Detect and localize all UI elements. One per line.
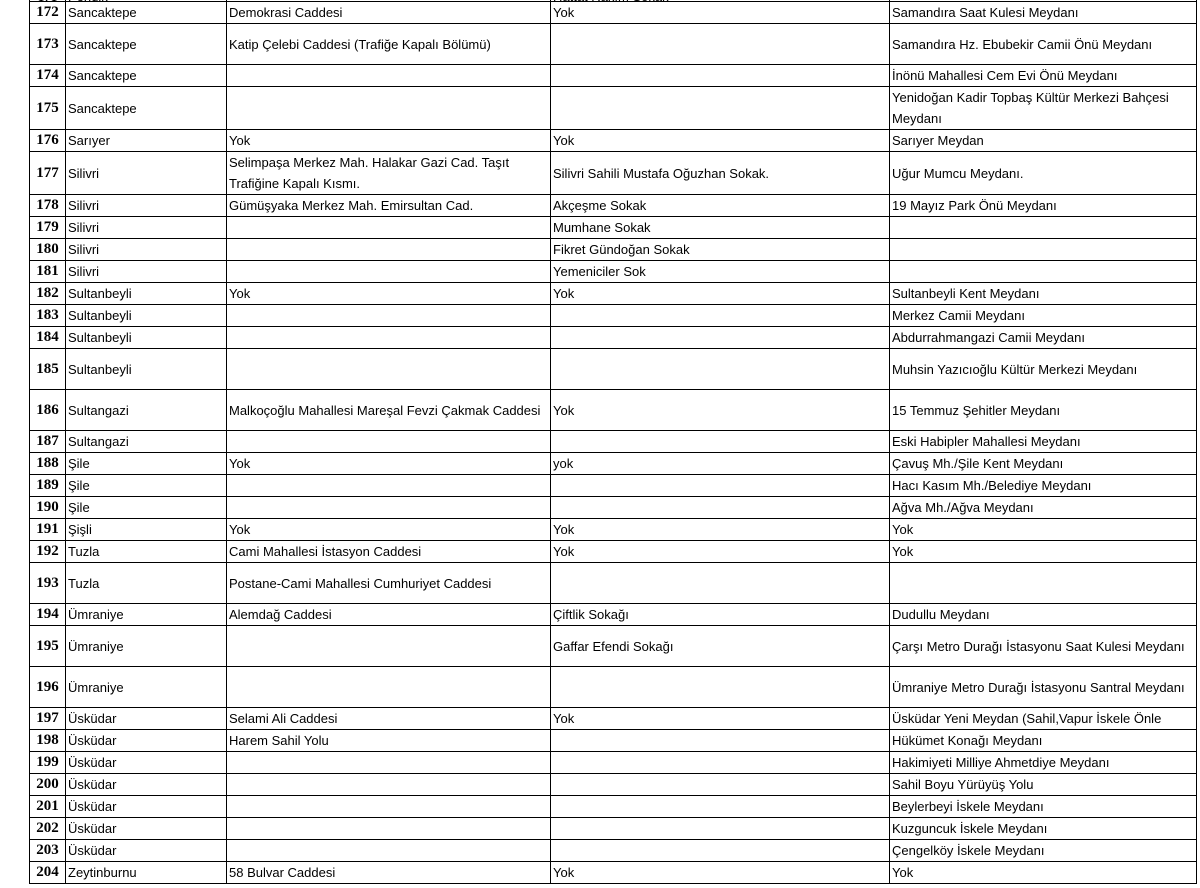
walk-cell: Yok (551, 708, 890, 730)
district-cell: Üsküdar (66, 840, 227, 862)
square-cell: 19 Mayız Park Önü Meydanı (890, 195, 1197, 217)
walk-cell (551, 497, 890, 519)
district-cell: Tuzla (66, 541, 227, 563)
table-row (30, 239, 1197, 261)
square-cell (890, 261, 1197, 283)
street-cell (227, 65, 551, 87)
table-row (30, 130, 1197, 152)
table-row (30, 390, 1197, 431)
walk-cell (551, 667, 890, 708)
row-number: 199 (30, 752, 66, 774)
square-cell: Çavuş Mh./Şile Kent Meydanı (890, 453, 1197, 475)
street-cell: 58 Bulvar Caddesi (227, 862, 551, 884)
table-row (30, 862, 1197, 884)
square-cell: Samandıra Hz. Ebubekir Camii Önü Meydanı (890, 24, 1197, 65)
row-number: 203 (30, 840, 66, 862)
walk-cell: Çiftlik Sokağı (551, 604, 890, 626)
row-number: 178 (30, 195, 66, 217)
district-cell: Ümraniye (66, 604, 227, 626)
square-cell: İnönü Mahallesi Cem Evi Önü Meydanı (890, 65, 1197, 87)
square-cell: Sultanbeyli Kent Meydanı (890, 283, 1197, 305)
row-number: 181 (30, 261, 66, 283)
square-cell: Samandıra Saat Kulesi Meydanı (890, 2, 1197, 24)
district-cell: Şile (66, 453, 227, 475)
walk-cell: Yok (551, 519, 890, 541)
square-cell: Sahil Boyu Yürüyüş Yolu (890, 774, 1197, 796)
street-cell: Alemdağ Caddesi (227, 604, 551, 626)
row-number: 184 (30, 327, 66, 349)
walk-cell (551, 752, 890, 774)
street-cell (227, 840, 551, 862)
street-cell (227, 431, 551, 453)
walk-cell (551, 730, 890, 752)
district-cell: Üsküdar (66, 774, 227, 796)
street-cell (227, 87, 551, 130)
table-row (30, 431, 1197, 453)
district-cell: Sarıyer (66, 130, 227, 152)
row-number: 194 (30, 604, 66, 626)
row-number: 176 (30, 130, 66, 152)
walk-cell: Gaffar Efendi Sokağı (551, 626, 890, 667)
square-cell: Sarıyer Meydan (890, 130, 1197, 152)
walk-cell: Yok (551, 283, 890, 305)
square-cell: Kuzguncuk İskele Meydanı (890, 818, 1197, 840)
table-row (30, 840, 1197, 862)
places-table (29, 0, 1197, 884)
square-cell: Çarşı Metro Durağı İstasyonu Saat Kulesi Meydanı (890, 626, 1197, 667)
walk-cell (551, 563, 890, 604)
district-cell: Üsküdar (66, 796, 227, 818)
square-cell: Ümraniye Metro Durağı İstasyonu Santral Meydanı (890, 667, 1197, 708)
street-cell: Cami Mahallesi İstasyon Caddesi (227, 541, 551, 563)
table-row (30, 667, 1197, 708)
table-row (30, 604, 1197, 626)
district-cell: Silivri (66, 239, 227, 261)
walk-cell (551, 818, 890, 840)
walk-cell (551, 87, 890, 130)
table-row (30, 818, 1197, 840)
row-number: 188 (30, 453, 66, 475)
district-cell: Sultanbeyli (66, 349, 227, 390)
district-cell: Zeytinburnu (66, 862, 227, 884)
square-cell: Hükümet Konağı Meydanı (890, 730, 1197, 752)
street-cell (227, 475, 551, 497)
square-cell: Uğur Mumcu Meydanı. (890, 152, 1197, 195)
street-cell (227, 327, 551, 349)
row-number: 189 (30, 475, 66, 497)
street-cell: Gümüşyaka Merkez Mah. Emirsultan Cad. (227, 195, 551, 217)
walk-cell: Yok (551, 130, 890, 152)
table-row (30, 730, 1197, 752)
street-cell: Yok (227, 453, 551, 475)
district-cell: Sancaktepe (66, 65, 227, 87)
district-cell: Silivri (66, 217, 227, 239)
walk-cell: Akçeşme Sokak (551, 195, 890, 217)
row-number: 201 (30, 796, 66, 818)
walk-cell (551, 349, 890, 390)
table-row (30, 327, 1197, 349)
district-cell: Silivri (66, 195, 227, 217)
row-number: 192 (30, 541, 66, 563)
table-row (30, 283, 1197, 305)
district-cell: Sultangazi (66, 431, 227, 453)
street-cell (227, 774, 551, 796)
table-row (30, 541, 1197, 563)
walk-cell: Yemeniciler Sok (551, 261, 890, 283)
row-number: 198 (30, 730, 66, 752)
street-cell (227, 497, 551, 519)
table-row (30, 261, 1197, 283)
table-row (30, 563, 1197, 604)
walk-cell (551, 840, 890, 862)
district-cell: Sancaktepe (66, 24, 227, 65)
district-cell: Üsküdar (66, 752, 227, 774)
row-number: 193 (30, 563, 66, 604)
table-row (30, 626, 1197, 667)
street-cell (227, 305, 551, 327)
table-row (30, 195, 1197, 217)
square-cell: 15 Temmuz Şehitler Meydanı (890, 390, 1197, 431)
walk-cell (551, 24, 890, 65)
table-row (30, 519, 1197, 541)
table-row (30, 65, 1197, 87)
row-number: 200 (30, 774, 66, 796)
square-cell: Ağva Mh./Ağva Meydanı (890, 497, 1197, 519)
walk-cell: Yok (551, 2, 890, 24)
row-number: 191 (30, 519, 66, 541)
walk-cell: Yok (551, 541, 890, 563)
square-cell: Beylerbeyi İskele Meydanı (890, 796, 1197, 818)
row-number: 175 (30, 87, 66, 130)
row-number: 174 (30, 65, 66, 87)
district-cell: Sancaktepe (66, 2, 227, 24)
district-cell: Tuzla (66, 563, 227, 604)
table-row (30, 453, 1197, 475)
row-number: 177 (30, 152, 66, 195)
street-cell (227, 239, 551, 261)
square-cell: Hakimiyeti Milliye Ahmetdiye Meydanı (890, 752, 1197, 774)
square-cell: Yok (890, 862, 1197, 884)
square-cell: Yok (890, 519, 1197, 541)
row-number: 182 (30, 283, 66, 305)
table-row (30, 774, 1197, 796)
table-row (30, 349, 1197, 390)
walk-cell (551, 305, 890, 327)
row-number: 197 (30, 708, 66, 730)
district-cell: Sancaktepe (66, 87, 227, 130)
walk-cell (551, 796, 890, 818)
row-number: 204 (30, 862, 66, 884)
district-cell: Üsküdar (66, 818, 227, 840)
district-cell: Şile (66, 475, 227, 497)
square-cell: Muhsin Yazıcıoğlu Kültür Merkezi Meydanı (890, 349, 1197, 390)
table-row (30, 24, 1197, 65)
square-cell (890, 239, 1197, 261)
street-cell: Yok (227, 519, 551, 541)
square-cell: Yenidoğan Kadir Topbaş Kültür Merkezi Bahçesi Meydanı (890, 87, 1197, 130)
walk-cell: Yok (551, 390, 890, 431)
walk-cell: Fikret Gündoğan Sokak (551, 239, 890, 261)
table-row (30, 796, 1197, 818)
street-cell: Katip Çelebi Caddesi (Trafiğe Kapalı Bölümü) (227, 24, 551, 65)
district-cell: Üsküdar (66, 730, 227, 752)
street-cell: Demokrasi Caddesi (227, 2, 551, 24)
street-cell: Malkoçoğlu Mahallesi Mareşal Fevzi Çakmak Caddesi (227, 390, 551, 431)
street-cell (227, 796, 551, 818)
street-cell: Yok (227, 283, 551, 305)
walk-cell: Yok (551, 862, 890, 884)
street-cell (227, 818, 551, 840)
row-number: 183 (30, 305, 66, 327)
table-row (30, 708, 1197, 730)
district-cell: Şişli (66, 519, 227, 541)
street-cell (227, 349, 551, 390)
table-body (30, 0, 1197, 884)
row-number: 172 (30, 2, 66, 24)
square-cell: Dudullu Meydanı (890, 604, 1197, 626)
square-cell (890, 217, 1197, 239)
district-cell: Ümraniye (66, 626, 227, 667)
district-cell: Sultanbeyli (66, 327, 227, 349)
row-number: 196 (30, 667, 66, 708)
street-cell (227, 667, 551, 708)
row-number: 195 (30, 626, 66, 667)
square-cell: Merkez Camii Meydanı (890, 305, 1197, 327)
district-cell: Silivri (66, 261, 227, 283)
street-cell (227, 626, 551, 667)
walk-cell (551, 327, 890, 349)
street-cell: Yok (227, 130, 551, 152)
table-row (30, 217, 1197, 239)
walk-cell: Silivri Sahili Mustafa Oğuzhan Sokak. (551, 152, 890, 195)
row-number: 180 (30, 239, 66, 261)
square-cell (890, 563, 1197, 604)
street-cell (227, 261, 551, 283)
row-number: 190 (30, 497, 66, 519)
street-cell (227, 217, 551, 239)
table-row (30, 152, 1197, 195)
walk-cell (551, 475, 890, 497)
row-number: 202 (30, 818, 66, 840)
district-cell: Ümraniye (66, 667, 227, 708)
table-row (30, 2, 1197, 24)
district-cell: Sultanbeyli (66, 283, 227, 305)
district-cell: Şile (66, 497, 227, 519)
street-cell: Harem Sahil Yolu (227, 730, 551, 752)
district-cell: Silivri (66, 152, 227, 195)
square-cell: Hacı Kasım Mh./Belediye Meydanı (890, 475, 1197, 497)
walk-cell (551, 774, 890, 796)
row-number: 187 (30, 431, 66, 453)
square-cell: Abdurrahmangazi Camii Meydanı (890, 327, 1197, 349)
street-cell: Postane-Cami Mahallesi Cumhuriyet Caddesi (227, 563, 551, 604)
table-row (30, 87, 1197, 130)
row-number: 186 (30, 390, 66, 431)
walk-cell (551, 431, 890, 453)
district-cell: Üsküdar (66, 708, 227, 730)
table-row (30, 305, 1197, 327)
street-cell (227, 752, 551, 774)
row-number: 173 (30, 24, 66, 65)
square-cell: Üsküdar Yeni Meydan (Sahil,Vapur İskele Önle (890, 708, 1197, 730)
row-number: 179 (30, 217, 66, 239)
square-cell: Çengelköy İskele Meydanı (890, 840, 1197, 862)
table-row (30, 475, 1197, 497)
square-cell: Eski Habipler Mahallesi Meydanı (890, 431, 1197, 453)
district-cell: Sultanbeyli (66, 305, 227, 327)
walk-cell (551, 65, 890, 87)
table-row (30, 497, 1197, 519)
street-cell: Selami Ali Caddesi (227, 708, 551, 730)
row-number: 185 (30, 349, 66, 390)
walk-cell: Mumhane Sokak (551, 217, 890, 239)
walk-cell: yok (551, 453, 890, 475)
square-cell: Yok (890, 541, 1197, 563)
street-cell: Selimpaşa Merkez Mah. Halakar Gazi Cad. Taşıt Trafiğine Kapalı Kısmı. (227, 152, 551, 195)
district-cell: Sultangazi (66, 390, 227, 431)
table-row (30, 752, 1197, 774)
